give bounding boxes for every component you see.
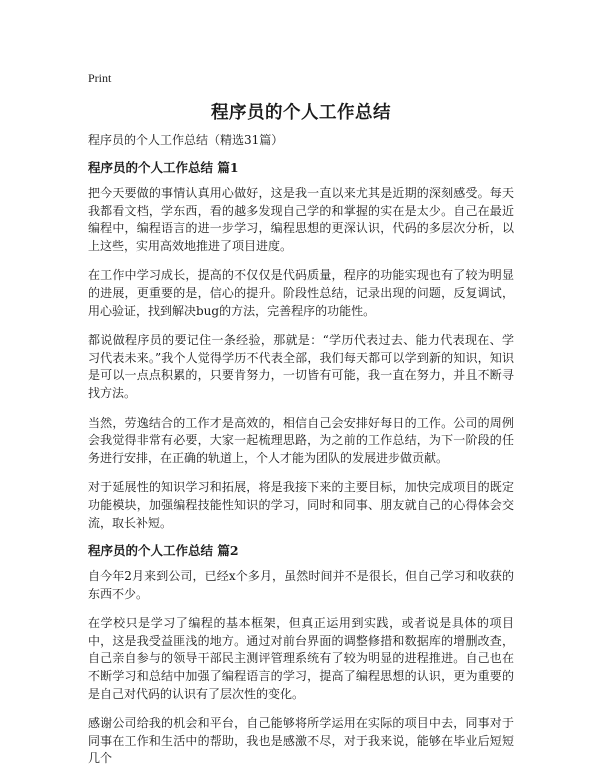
document-subtitle: 程序员的个人工作总结（精选31篇） — [88, 133, 284, 147]
section-2 — [88, 542, 514, 768]
document-page — [88, 64, 514, 768]
paragraph: 感谢公司给我的机会和平台，自己能够将所学运用在实际的项目中去，同事对于同事在工作和生活中的帮助，我也是感激不尽，对于我来说，能够在毕业后短短几个 — [88, 716, 514, 766]
paragraph: 对于延展性的知识学习和拓展，将是我接下来的主要目标，加快完成项目的既定功能模块，加强编程技能性知识的学习，同时和同事、朋友就自己的心得体会交流，取长补短。 — [88, 480, 514, 530]
section-heading: 程序员的个人工作总结 篇2 — [88, 543, 239, 559]
paragraph: 把今天要做的事情认真用心做好，这是我一直以来尤其是近期的深刻感受。每天我都看文档，学东西，看的越多发现自己学的和掌握的实在是太少。自己在最近编程中，编程语言的进一步学习，编程思想的更深认识，代码的多层次分析，以上这些，实用高效地推进了项目进度。 — [88, 186, 514, 253]
section-1 — [88, 159, 514, 532]
paragraph: 在工作中学习成长，提高的不仅仅是代码质量，程序的功能实现也有了较为明显的进展，更重要的是，信心的提升。阶段性总结，记录出现的问题，反复调试，用心验证，找到解决bug的方法，完善程序的功能性。 — [88, 268, 514, 318]
paragraph: 自今年2月来到公司，已经x个多月，虽然时间并不是很长，但自己学习和收获的东西不少。 — [88, 569, 514, 601]
paragraph: 都说做程序员的要记住一条经验，那就是：“学历代表过去、能力代表现在、学习代表未来。”我个人觉得学历不代表全部，我们每天都可以学到新的知识，知识是可以一点点积累的，只要肯努力，一切皆有可能，我一直在努力，并且不断寻找方法。 — [88, 333, 514, 400]
paragraph: 在学校只是学习了编程的基本框架，但真正运用到实践，或者说是具体的项目中，这是我受益匪浅的地方。通过对前台界面的调整修措和数据库的增删改查，自己亲自参与的领导干部民主测评管理系统有了较为明显的进程推进。自己也在不断学习和总结中加强了编程语言的学习，提高了编程思想的认识，更为重要的是自己对代码的认识有了层次性的变化。 — [88, 616, 514, 701]
section-heading: 程序员的个人工作总结 篇1 — [88, 160, 239, 175]
print-link[interactable]: Print — [88, 71, 112, 85]
page-title: 程序员的个人工作总结 — [211, 103, 391, 123]
paragraph: 当然，劳逸结合的工作才是高效的，相信自己会安排好每日的工作。公司的周例会我觉得非常有必要，大家一起梳理思路，为之前的工作总结，为下一阶段的任务进行安排，在正确的轨道上，个人才能为团队的发展进步做贡献。 — [88, 415, 514, 465]
